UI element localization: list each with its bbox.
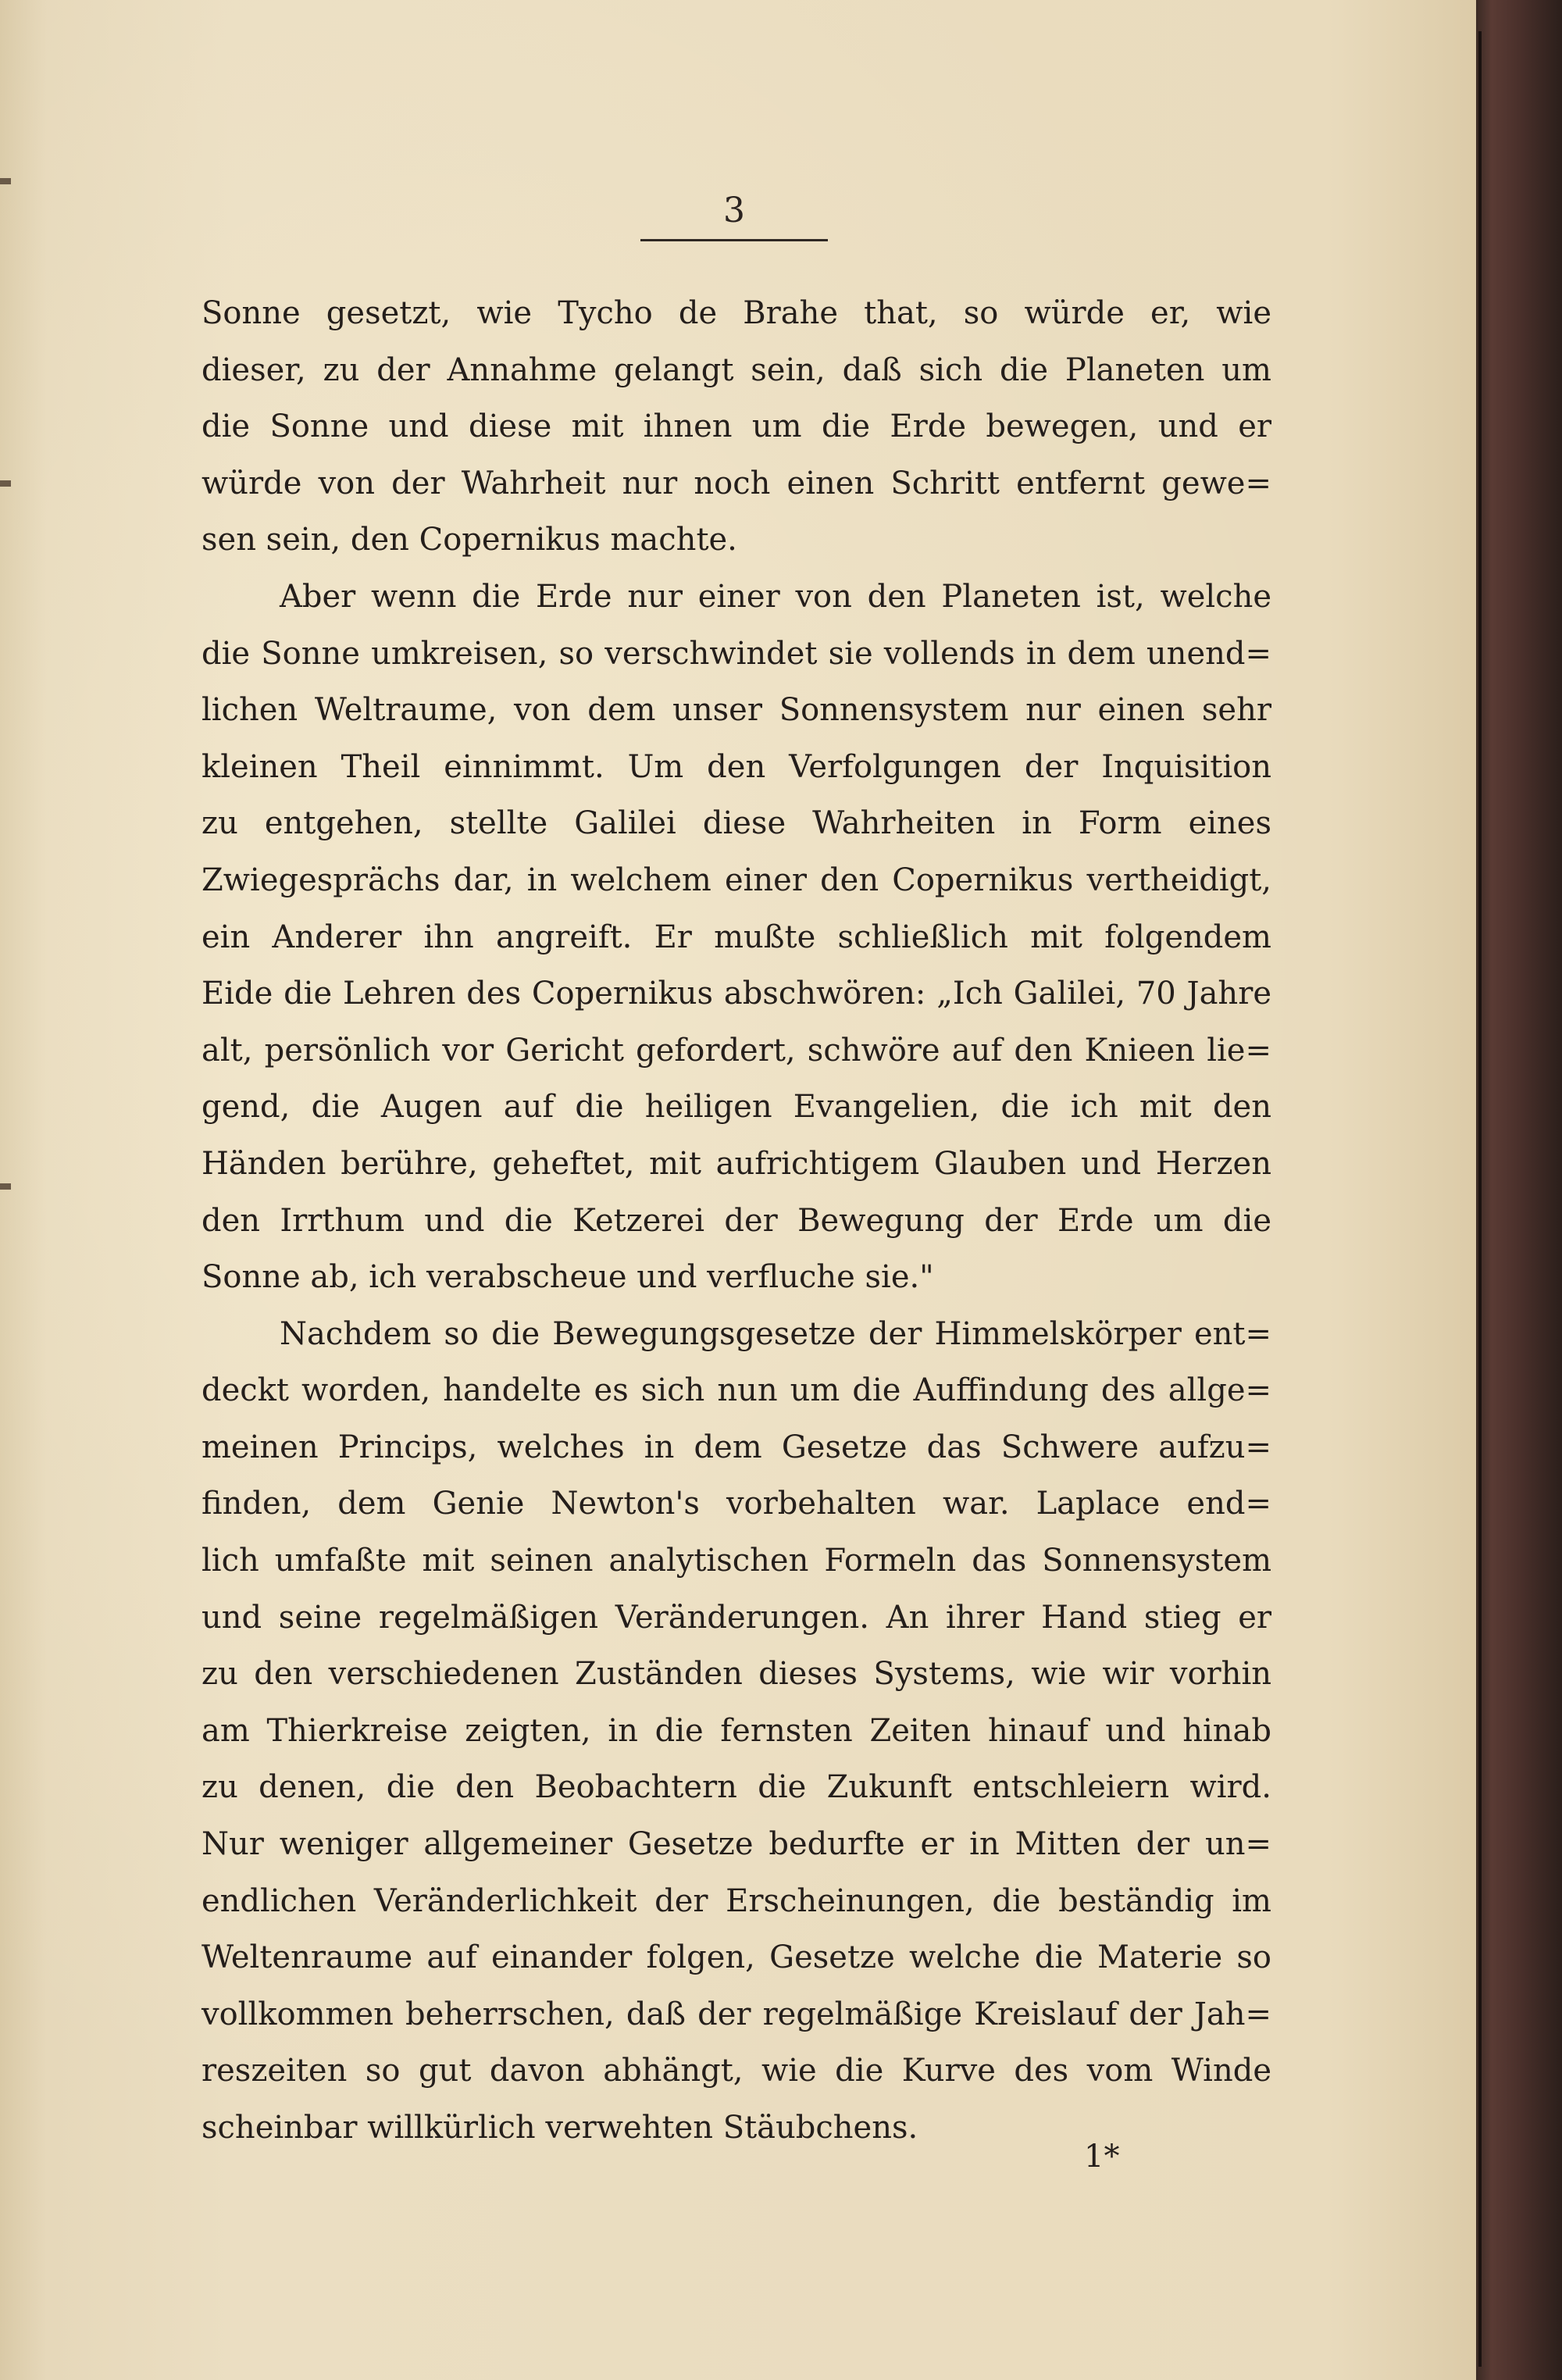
page-header — [640, 187, 828, 241]
text-line: vollkommen beherrschen, daß der regelmäßige Kreislauf der Jah= — [201, 1996, 1271, 2032]
page-number: 3 — [723, 191, 745, 230]
text-line: finden, dem Genie Newton's vorbehalten war. Laplace end= — [201, 1486, 1271, 1522]
text-line: ein Anderer ihn angreift. Er mußte schließlich mit folgendem — [201, 919, 1271, 955]
text-line: Nachdem so die Bewegungsgesetze der Himmelskörper ent= — [280, 1315, 1271, 1352]
text-line: deckt worden, handelte es sich nun um die Auffindung des allge= — [201, 1372, 1271, 1409]
text-line: lichen Weltraume, von dem unser Sonnensystem nur einen sehr — [201, 692, 1271, 729]
text-line: endlichen Veränderlichkeit der Erscheinungen, die beständig im — [201, 1882, 1271, 1919]
text-line: Sonne gesetzt, wie Tycho de Brahe that, so würde er, wie — [201, 295, 1271, 331]
text-line: die Sonne und diese mit ihnen um die Erde bewegen, und er — [201, 409, 1271, 445]
text-line: scheinbar willkürlich verwehten Stäubchens. — [201, 2110, 918, 2146]
text-line: zu denen, die den Beobachtern die Zukunft entschleiern wird. — [201, 1769, 1271, 1806]
text-line: lich umfaßte mit seinen analytischen Formeln das Sonnensystem — [201, 1543, 1271, 1579]
text-line: gend, die Augen auf die heiligen Evangelien, die ich mit den — [201, 1089, 1271, 1126]
book-cover-edge — [1476, 0, 1562, 2380]
text-line: und seine regelmäßigen Veränderungen. An ihrer Hand stieg er — [201, 1599, 1271, 1636]
text-line: kleinen Theil einnimmt. Um den Verfolgungen der Inquisition — [201, 748, 1271, 785]
text-line: Nur weniger allgemeiner Gesetze bedurfte er in Mitten der un= — [201, 1826, 1271, 1863]
margin-mark — [0, 480, 11, 487]
text-line: am Thierkreise zeigten, in die fernsten Zeiten hinauf und hinab — [201, 1712, 1271, 1749]
text-line: dieser, zu der Annahme gelangt sein, daß sich die Planeten um — [201, 351, 1271, 388]
text-line: zu den verschiedenen Zuständen dieses Systems, wie wir vorhin — [201, 1656, 1271, 1693]
signature-mark: 1* — [1084, 2139, 1120, 2175]
text-line: meinen Princips, welches in dem Gesetze das Schwere aufzu= — [201, 1429, 1271, 1465]
margin-mark — [0, 178, 11, 184]
text-line: Händen berühre, geheftet, mit aufrichtigem Glauben und Herzen — [201, 1145, 1271, 1182]
text-line: die Sonne umkreisen, so verschwindet sie vollends in dem unend= — [201, 635, 1271, 672]
text-line: alt, persönlich vor Gericht gefordert, schwöre auf den Knieen lie= — [201, 1032, 1271, 1069]
text-line: Aber wenn die Erde nur einer von den Planeten ist, welche — [280, 578, 1271, 615]
text-line: Eide die Lehren des Copernikus abschwören: „Ich Galilei, 70 Jahre — [201, 976, 1271, 1012]
header-rule — [640, 239, 828, 241]
text-line: den Irrthum und die Ketzerei der Bewegung der Erde um die — [201, 1202, 1271, 1239]
text-line: Zwiegesprächs dar, in welchem einer den Copernikus vertheidigt, — [201, 862, 1271, 898]
text-line: Weltenraume auf einander folgen, Gesetze welche die Materie so — [201, 1939, 1271, 1976]
text-line: reszeiten so gut davon abhängt, wie die Kurve des vom Winde — [201, 2053, 1271, 2089]
text-line: würde von der Wahrheit nur noch einen Schritt entfernt gewe= — [201, 465, 1271, 501]
text-line: zu entgehen, stellte Galilei diese Wahrheiten in Form eines — [201, 805, 1271, 842]
body-text — [201, 285, 1271, 2157]
margin-mark — [0, 1183, 11, 1190]
text-line: Sonne ab, ich verabscheue und verfluche sie." — [201, 1259, 934, 1296]
text-line: sen sein, den Copernikus machte. — [201, 522, 737, 558]
cover-shadow-line — [1478, 31, 1482, 2367]
